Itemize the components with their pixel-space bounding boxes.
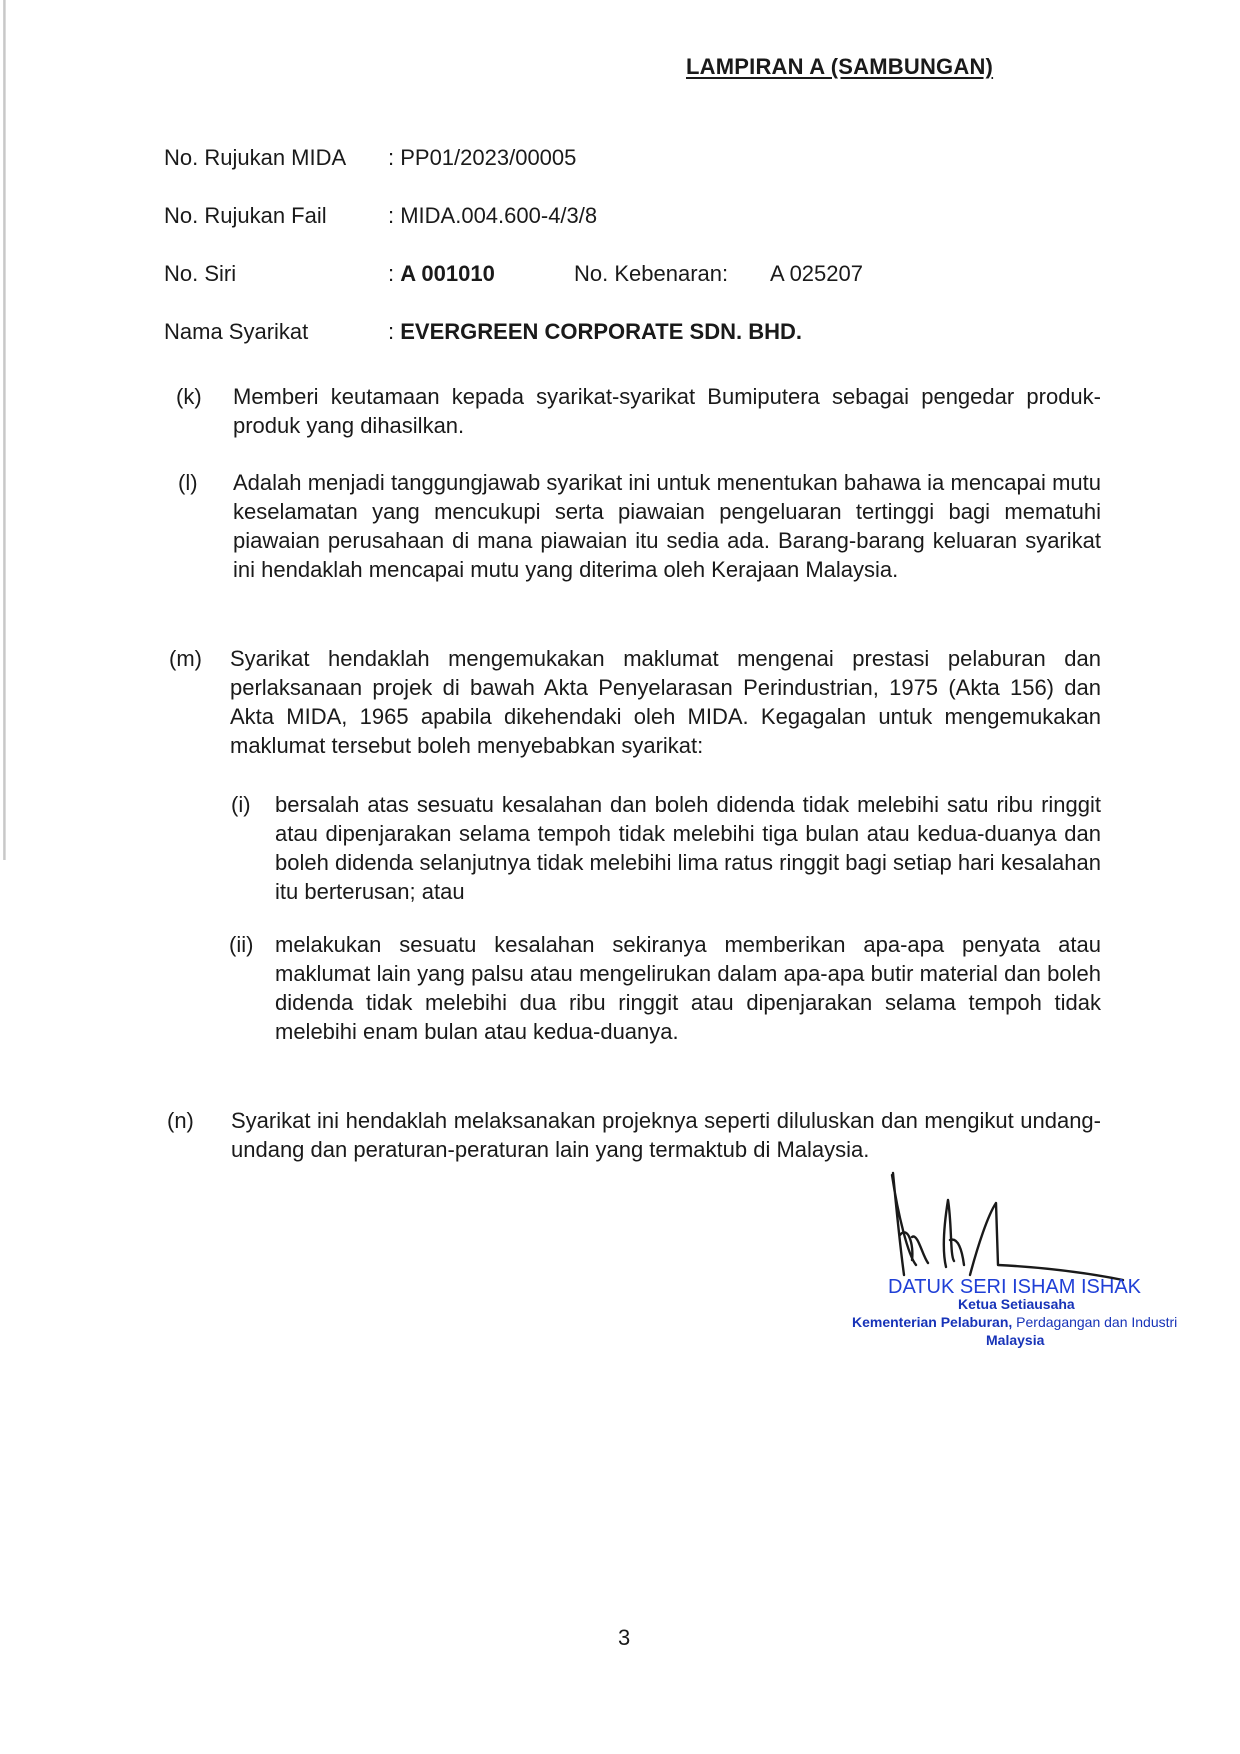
company-value: EVERGREEN CORPORATE SDN. BHD. — [400, 319, 802, 344]
condition-n — [167, 1106, 1101, 1164]
condition-marker: (m) — [169, 646, 202, 671]
signatory-country: Malaysia — [986, 1332, 1045, 1348]
page-number: 3 — [618, 1625, 631, 1650]
sub-condition-marker: (i) — [231, 792, 251, 817]
page-heading: LAMPIRAN A (SAMBUNGAN) — [686, 54, 994, 79]
handwritten-signature — [878, 1165, 1138, 1285]
condition-text: Syarikat hendaklah mengemukakan maklumat mengenai prestasi pelaburan dan perlaksanaan projek di bawah Akta Penyelarasan Perindustrian, 1975 (Akta 156) dan Akta MIDA, 1965 apabila dikehendaki oleh MIDA. Kegagalan untuk mengemukakan maklumat tersebut boleh menyebabkan syarikat: — [230, 646, 1101, 758]
mida-reference-value: : PP01/2023/00005 — [388, 145, 577, 170]
signatory-name: DATUK SERI ISHAM ISHAK — [888, 1276, 1142, 1298]
company-value-wrap — [388, 319, 802, 345]
company-label: Nama Syarikat — [164, 319, 309, 344]
condition-k — [176, 382, 1101, 440]
condition-marker: (k) — [176, 384, 202, 409]
file-reference-value: : MIDA.004.600-4/3/8 — [388, 203, 598, 228]
condition-text: Adalah menjadi tanggungjawab syarikat ini untuk menentukan bahawa ia mencapai mutu keselamatan yang mencukupi serta piawaian pengeluaran tertinggi bagi mematuhi piawaian perusahaan di mana piawaian itu sedia ada. Barang-barang keluaran syarikat ini hendaklah mencapai mutu yang diterima oleh Kerajaan Malaysia. — [233, 470, 1101, 582]
company-colon: : — [388, 319, 401, 344]
condition-text: Memberi keutamaan kepada syarikat-syarikat Bumiputera sebagai pengedar produk-produk yang dihasilkan. — [233, 384, 1101, 438]
condition-marker: (n) — [167, 1108, 194, 1133]
file-reference-label: No. Rujukan Fail — [164, 203, 327, 228]
signature-stroke — [892, 1173, 1123, 1280]
permit-label: No. Kebenaran: — [574, 261, 729, 286]
serial-colon: : — [388, 261, 401, 286]
permit-value: A 025207 — [770, 261, 863, 286]
serial-value: A 001010 — [400, 261, 495, 286]
mida-reference-label: No. Rujukan MIDA — [164, 145, 347, 170]
organization-rest: Perdagangan dan Industri — [1012, 1314, 1178, 1330]
signatory-title: Ketua Setiausaha — [958, 1296, 1075, 1312]
condition-m — [169, 644, 1101, 760]
scan-edge-line — [3, 0, 6, 860]
sub-condition-text: bersalah atas sesuatu kesalahan dan boleh didenda tidak melebihi satu ribu ringgit atau dipenjarakan selama tempoh tidak melebihi tiga bulan atau kedua-duanya dan boleh didenda selanjutnya tidak melebihi lima ratus ringgit bagi setiap hari kesalahan itu berterusan; atau — [275, 792, 1101, 904]
sub-condition-marker: (ii) — [229, 932, 254, 957]
condition-text: Syarikat ini hendaklah melaksanakan projeknya seperti diluluskan dan mengikut undang-undang dan peraturan-peraturan lain yang termaktub di Malaysia. — [231, 1108, 1101, 1162]
serial-value-wrap — [388, 261, 495, 287]
sub-condition-text: melakukan sesuatu kesalahan sekiranya memberikan apa-apa penyata atau maklumat lain yang palsu atau mengelirukan dalam apa-apa butir material dan boleh didenda tidak melebihi dua ribu ringgit atau dipenjarakan selama tempoh tidak melebihi enam bulan atau kedua-duanya. — [275, 932, 1101, 1044]
condition-l — [178, 468, 1101, 584]
condition-marker: (l) — [178, 470, 198, 495]
sub-condition-i — [231, 790, 1101, 906]
serial-label: No. Siri — [164, 261, 237, 286]
sub-condition-ii — [229, 930, 1101, 1046]
signatory-organization — [852, 1314, 1177, 1330]
organization-bold: Kementerian Pelaburan, — [852, 1314, 1013, 1330]
